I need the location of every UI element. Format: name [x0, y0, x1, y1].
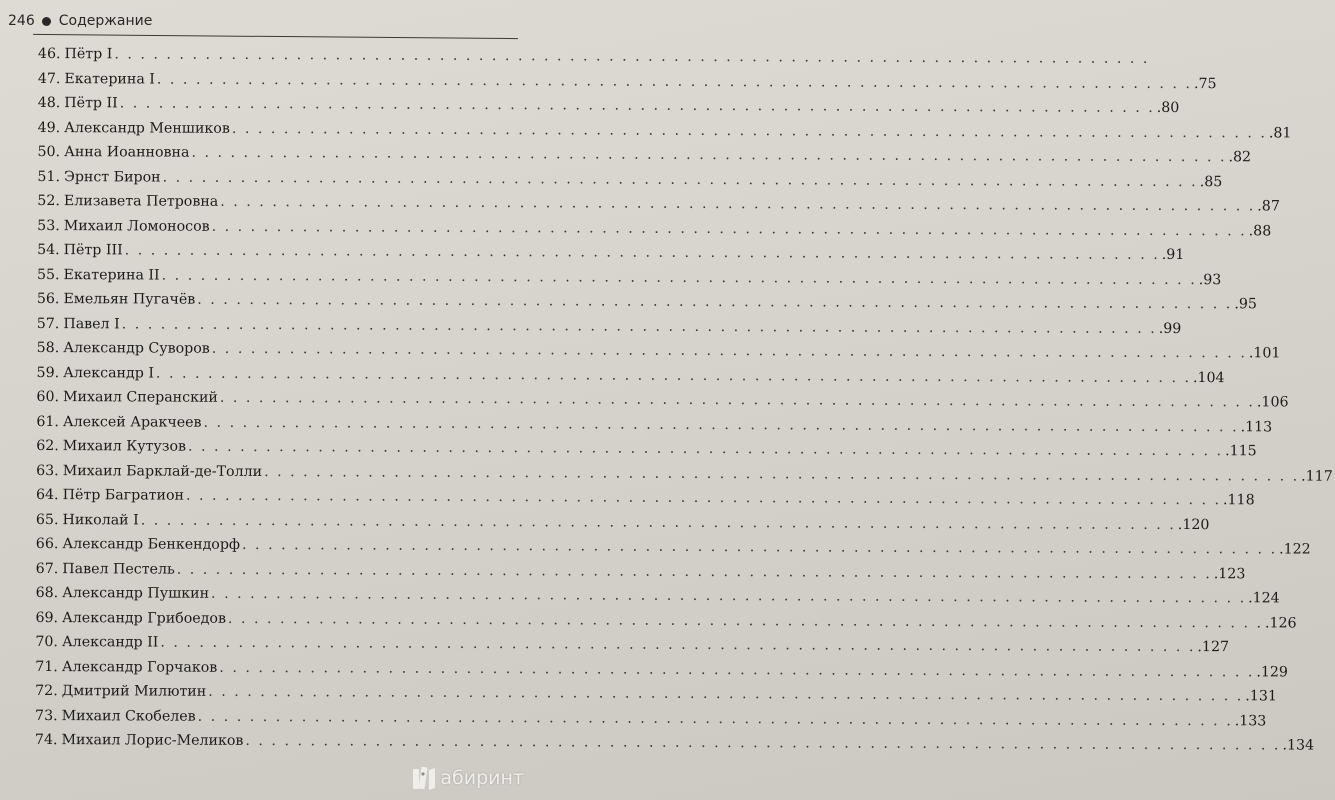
toc-entry-number: 48. — [37, 94, 61, 112]
toc-entry-page: .134 — [1282, 737, 1315, 754]
dot-leader: . . . . . . . . . . . . . . . . . . . . . . . . . . . . . . . . . . . . . . . . . . . . . . . . . . . . . . . . . . . . . . . . . . . . . . . . . . . . . . . . — [121, 315, 1157, 337]
toc-entry-page: .81 — [1268, 124, 1292, 141]
toc-entry-title: Александр Меншиков — [64, 119, 230, 137]
toc-entry-number: 71. — [35, 658, 58, 675]
toc-entry — [36, 311, 1182, 338]
toc-entry-title: Михаил Кутузов — [62, 438, 187, 455]
toc-entry — [36, 458, 1333, 485]
toc-entry-number: 62. — [36, 437, 59, 455]
toc-entry-number: 65. — [35, 511, 59, 528]
toc-entry-number: 74. — [34, 731, 58, 749]
toc-entry-page: .115 — [1225, 443, 1257, 460]
toc-entry — [35, 507, 1210, 534]
toc-entry-number: 59. — [36, 364, 60, 381]
toc-entry — [36, 360, 1225, 387]
toc-entry — [35, 556, 1246, 583]
dot-leader: . . . . . . . . . . . . . . . . . . . . . . . . . . . . . . . . . . . . . . . . . . . . . . . . . . . . . . . . . . . . . . . . . . . . . . . . . . . . . . . . — [114, 46, 1150, 67]
toc-entry-page: .113 — [1240, 418, 1273, 435]
toc-entry — [37, 42, 1150, 69]
dot-leader: . . . . . . . . . . . . . . . . . . . . . . . . . . . . . . . . . . . . . . . . . . . . . . . . . . . . . . . . . . . . . . . . . . . . . . . . . . . . . . . . — [264, 463, 1300, 485]
dot-leader: . . . . . . . . . . . . . . . . . . . . . . . . . . . . . . . . . . . . . . . . . . . . . . . . . . . . . . . . . . . . . . . . . . . . . . . . . . . . . . . . — [197, 291, 1233, 313]
toc-entry-title: Пётр III — [63, 242, 123, 259]
toc-entry-page: .122 — [1279, 541, 1311, 558]
toc-entry-page: .88 — [1248, 222, 1272, 239]
toc-entry-title: Екатерина I — [64, 70, 155, 88]
toc-entry-number: 49. — [37, 119, 61, 136]
toc-entry-title: Дмитрий Милютин — [61, 683, 207, 700]
toc-entry-page: .117 — [1301, 468, 1333, 485]
toc-entry-title: Михаил Скобелев — [61, 707, 196, 725]
dot-leader: . . . . . . . . . . . . . . . . . . . . . . . . . . . . . . . . . . . . . . . . . . . . . . . . . . . . . . . . . . . . . . . . . . . . . . . . . . . . . . . . — [242, 536, 1278, 558]
toc-entry — [35, 605, 1297, 632]
toc-entry-number: 54. — [37, 241, 60, 259]
dot-leader: . . . . . . . . . . . . . . . . . . . . . . . . . . . . . . . . . . . . . . . . . . . . . . . . . . . . . . . . . . . . . . . . . . . . . . . . . . . . . . . . — [219, 389, 1255, 411]
toc-entry — [35, 654, 1289, 681]
toc-entry-title: Емельян Пугачёв — [63, 291, 196, 308]
toc-entry-page: .82 — [1228, 149, 1252, 166]
dot-leader: . . . . . . . . . . . . . . . . . . . . . . . . . . . . . . . . . . . . . . . . . . . . . . . . . . . . . . . . . . . . . . . . . . . . . . . . . . . . . . . . — [185, 487, 1222, 509]
dot-leader: . . . . . . . . . . . . . . . . . . . . . . . . . . . . . . . . . . . . . . . . . . . . . . . . . . . . . . . . . . . . . . . . . . . . . . . . . . . . . . . . — [219, 659, 1255, 680]
toc-entry-number: 51. — [37, 168, 61, 185]
dot-leader: . . . . . . . . . . . . . . . . . . . . . . . . . . . . . . . . . . . . . . . . . . . . . . . . . . . . . . . . . . . . . . . . . . . . . . . . . . . . . . . . — [211, 340, 1247, 362]
toc-entry-number: 53. — [37, 217, 60, 234]
toc-entry-number: 46. — [37, 45, 61, 63]
toc-entry-title: Александр II — [61, 634, 159, 651]
toc-entry-page: .106 — [1256, 394, 1289, 411]
dot-leader: . . . . . . . . . . . . . . . . . . . . . . . . . . . . . . . . . . . . . . . . . . . . . . . . . . . . . . . . . . . . . . . . . . . . . . . . . . . . . . . . — [191, 144, 1227, 166]
dot-leader: . . . . . . . . . . . . . . . . . . . . . . . . . . . . . . . . . . . . . . . . . . . . . . . . . . . . . . . . . . . . . . . . . . . . . . . . . . . . . . . . — [220, 193, 1256, 215]
toc-entry-page: .85 — [1199, 173, 1223, 190]
toc-entry-page: .124 — [1248, 590, 1280, 607]
toc-entry-page: .118 — [1222, 492, 1255, 509]
header-rule — [33, 34, 518, 39]
toc-entry-number: 72. — [35, 682, 58, 700]
toc-entry-number: 73. — [35, 707, 58, 724]
toc-entry-number: 60. — [36, 388, 60, 406]
dot-leader: . . . . . . . . . . . . . . . . . . . . . . . . . . . . . . . . . . . . . . . . . . . . . . . . . . . . . . . . . . . . . . . . . . . . . . . . . . . . . . . . — [155, 365, 1192, 386]
toc-entry-title: Анна Иоанновна — [64, 144, 190, 161]
toc-entry-title: Михаил Сперанский — [62, 389, 218, 406]
section-title: Содержание — [58, 13, 153, 29]
toc-entry-page: .129 — [1256, 663, 1289, 680]
toc-entry — [36, 262, 1222, 289]
toc-entry-page: .91 — [1161, 246, 1185, 264]
toc-entry-number: 69. — [35, 609, 59, 626]
toc-entry-number: 47. — [37, 70, 61, 87]
toc-entry-number: 56. — [36, 290, 60, 308]
toc-entry — [36, 336, 1281, 363]
dot-leader: . . . . . . . . . . . . . . . . . . . . . . . . . . . . . . . . . . . . . . . . . . . . . . . . . . . . . . . . . . . . . . . . . . . . . . . . . . . . . . . . — [161, 267, 1197, 288]
toc-entry-page: .93 — [1198, 271, 1222, 288]
toc-entry — [35, 581, 1280, 608]
toc-entry-number: 52. — [37, 192, 60, 210]
toc-entry-page: .87 — [1257, 198, 1280, 215]
page-number: 246 — [8, 13, 35, 29]
toc-entry — [34, 728, 1315, 755]
dot-leader: . . . . . . . . . . . . . . . . . . . . . . . . . . . . . . . . . . . . . . . . . . . . . . . . . . . . . . . . . . . . . . . . . . . . . . . . . . . . . . . . — [245, 732, 1281, 754]
toc-entry-title: Михаил Ломоносов — [63, 217, 210, 235]
toc-entry-title: Александр Горчаков — [61, 658, 218, 676]
toc-entry-title: Елизавета Петровна — [63, 193, 219, 210]
dot-leader: . . . . . . . . . . . . . . . . . . . . . . . . . . . . . . . . . . . . . . . . . . . . . . . . . . . . . . . . . . . . . . . . . . . . . . . . . . . . . . . . — [156, 71, 1193, 92]
toc-entry — [37, 140, 1252, 167]
toc-entry — [35, 483, 1255, 510]
toc-entry-number: 58. — [36, 339, 60, 357]
toc-entry — [36, 287, 1257, 314]
bullet-icon — [42, 17, 51, 26]
watermark-text: абиринт — [440, 767, 524, 789]
dot-leader: . . . . . . . . . . . . . . . . . . . . . . . . . . . . . . . . . . . . . . . . . . . . . . . . . . . . . . . . . . . . . . . . . . . . . . . . . . . . . . . . — [211, 585, 1247, 607]
toc-entry-title: Александр Бенкендорф — [62, 536, 241, 553]
toc-entry-title: Александр Пушкин — [62, 585, 210, 602]
toc-entry-page: .75 — [1193, 75, 1217, 92]
toc-entry-title: Эрнст Бирон — [63, 168, 161, 186]
toc-entry — [35, 630, 1230, 657]
toc-entry-number: 67. — [35, 560, 59, 577]
toc-entry-number: 55. — [36, 266, 60, 283]
toc-entry-number: 66. — [35, 535, 59, 553]
toc-entry-number: 64. — [35, 486, 59, 504]
toc-entry-title: Александр Суворов — [63, 340, 210, 357]
toc-entry — [36, 385, 1289, 412]
toc-entry-number: 50. — [37, 143, 61, 161]
toc-entry — [37, 213, 1272, 240]
toc-entry-number: 61. — [36, 413, 59, 430]
toc-entry-page: .120 — [1177, 516, 1210, 533]
toc-entry — [36, 409, 1273, 436]
toc-entry-page: .104 — [1192, 369, 1225, 386]
toc-entry-title: Николай I — [62, 511, 139, 528]
toc-entry — [35, 703, 1267, 730]
toc-entry — [37, 91, 1180, 118]
dot-leader: . . . . . . . . . . . . . . . . . . . . . . . . . . . . . . . . . . . . . . . . . . . . . . . . . . . . . . . . . . . . . . . . . . . . . . . . . . . . . . . . — [176, 561, 1212, 582]
toc-entry — [35, 532, 1311, 559]
dot-leader: . . . . . . . . . . . . . . . . . . . . . . . . . . . . . . . . . . . . . . . . . . . . . . . . . . . . . . . . . . . . . . . . . . . . . . . . . . . . . . . . — [119, 95, 1155, 116]
dot-leader: . . . . . . . . . . . . . . . . . . . . . . . . . . . . . . . . . . . . . . . . . . . . . . . . . . . . . . . . . . . . . . . . . . . . . . . . . . . . . . . . — [162, 169, 1198, 190]
toc-entry-number: 63. — [36, 462, 59, 479]
running-header — [8, 9, 152, 33]
toc-entry-number: 57. — [36, 315, 60, 332]
dot-leader: . . . . . . . . . . . . . . . . . . . . . . . . . . . . . . . . . . . . . . . . . . . . . . . . . . . . . . . . . . . . . . . . . . . . . . . . . . . . . . . . — [197, 708, 1233, 729]
dot-leader: . . . . . . . . . . . . . . . . . . . . . . . . . . . . . . . . . . . . . . . . . . . . . . . . . . . . . . . . . . . . . . . . . . . . . . . . . . . . . . . . — [203, 414, 1239, 435]
toc-entry-title: Михаил Лорис-Меликов — [61, 732, 244, 749]
toc-entry-page: .123 — [1213, 565, 1246, 582]
watermark — [410, 762, 524, 794]
toc-entry-page: .95 — [1234, 296, 1257, 313]
toc-entry-title: Екатерина II — [63, 266, 160, 284]
toc-entry — [37, 164, 1223, 191]
table-of-contents — [34, 42, 1333, 755]
dot-leader: . . . . . . . . . . . . . . . . . . . . . . . . . . . . . . . . . . . . . . . . . . . . . . . . . . . . . . . . . . . . . . . . . . . . . . . . . . . . . . . . — [140, 511, 1176, 533]
toc-entry-title: Пётр Багратион — [62, 487, 185, 504]
toc-entry-page: .126 — [1264, 614, 1297, 631]
toc-entry-title: Алексей Аракчеев — [62, 413, 202, 431]
toc-entry-title: Александр I — [63, 364, 154, 382]
toc-entry-title: Пётр II — [64, 95, 118, 112]
toc-entry — [37, 66, 1217, 93]
toc-entry — [37, 115, 1292, 142]
labirint-logo-icon — [410, 764, 438, 792]
toc-entry — [37, 238, 1185, 265]
dot-leader: . . . . . . . . . . . . . . . . . . . . . . . . . . . . . . . . . . . . . . . . . . . . . . . . . . . . . . . . . . . . . . . . . . . . . . . . . . . . . . . . — [187, 438, 1224, 460]
toc-entry-page: .99 — [1158, 320, 1182, 337]
toc-entry-number: 70. — [35, 633, 58, 651]
toc-entry-page: .80 — [1156, 99, 1180, 116]
toc-entry — [36, 434, 1257, 461]
toc-entry-page: .131 — [1245, 688, 1277, 705]
dot-leader: . . . . . . . . . . . . . . . . . . . . . . . . . . . . . . . . . . . . . . . . . . . . . . . . . . . . . . . . . . . . . . . . . . . . . . . . . . . . . . . . — [208, 683, 1244, 705]
toc-entry-title: Пётр I — [64, 46, 113, 63]
toc-entry-title: Михаил Барклай-де-Толли — [62, 462, 263, 480]
dot-leader: . . . . . . . . . . . . . . . . . . . . . . . . . . . . . . . . . . . . . . . . . . . . . . . . . . . . . . . . . . . . . . . . . . . . . . . . . . . . . . . . — [231, 120, 1267, 141]
toc-entry-title: Александр Грибоедов — [62, 609, 226, 627]
dot-leader: . . . . . . . . . . . . . . . . . . . . . . . . . . . . . . . . . . . . . . . . . . . . . . . . . . . . . . . . . . . . . . . . . . . . . . . . . . . . . . . . — [211, 218, 1247, 239]
dot-leader: . . . . . . . . . . . . . . . . . . . . . . . . . . . . . . . . . . . . . . . . . . . . . . . . . . . . . . . . . . . . . . . . . . . . . . . . . . . . . . . . — [160, 634, 1196, 656]
toc-entry-title: Павел I — [63, 315, 120, 332]
toc-entry-page: .127 — [1197, 639, 1230, 656]
toc-entry-page: .101 — [1248, 345, 1281, 362]
dot-leader: . . . . . . . . . . . . . . . . . . . . . . . . . . . . . . . . . . . . . . . . . . . . . . . . . . . . . . . . . . . . . . . . . . . . . . . . . . . . . . . . — [227, 610, 1264, 631]
toc-entry — [35, 679, 1277, 706]
dot-leader: . . . . . . . . . . . . . . . . . . . . . . . . . . . . . . . . . . . . . . . . . . . . . . . . . . . . . . . . . . . . . . . . . . . . . . . . . . . . . . . . — [124, 242, 1160, 263]
toc-entry-page: .133 — [1234, 712, 1267, 729]
toc-entry-title: Павел Пестель — [62, 560, 175, 578]
toc-entry — [37, 189, 1280, 216]
toc-entry-number: 68. — [35, 584, 59, 602]
